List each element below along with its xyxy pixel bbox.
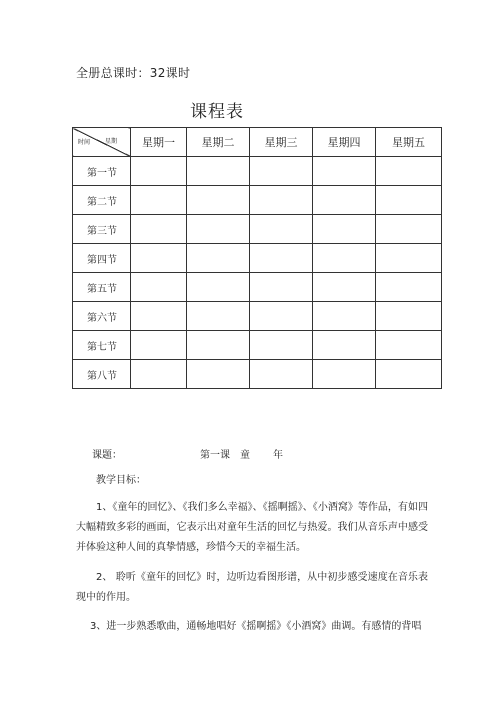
schedule-cell (250, 360, 313, 389)
schedule-cell (376, 360, 442, 389)
schedule-cell (131, 157, 187, 186)
day-header-thursday: 星期四 (313, 128, 376, 157)
table-row (73, 360, 442, 389)
period-label: 第四节 (73, 244, 131, 273)
schedule-cell (250, 331, 313, 360)
table-row (73, 186, 442, 215)
corner-time-label: 时间 (78, 139, 91, 146)
lesson-title-char-1: 童 (240, 450, 250, 461)
schedule-corner-cell (73, 128, 131, 157)
schedule-cell (187, 302, 250, 331)
objective-item-3: 3、进一步熟悉歌曲，通畅地唱好《摇啊摇》《小酒窝》曲调。有感情的背唱 (90, 621, 422, 632)
schedule-cell (187, 244, 250, 273)
objectives-heading: 教学目标： (96, 475, 146, 486)
schedule-cell (131, 215, 187, 244)
schedule-title: 课程表 (190, 102, 244, 122)
table-row (73, 302, 442, 331)
schedule-cell (313, 186, 376, 215)
schedule-cell (187, 215, 250, 244)
schedule-cell (187, 360, 250, 389)
schedule-cell (313, 157, 376, 186)
schedule-cell (313, 302, 376, 331)
day-header-monday: 星期一 (131, 128, 187, 157)
schedule-cell (376, 244, 442, 273)
schedule-cell (313, 331, 376, 360)
schedule-cell (131, 302, 187, 331)
schedule-cell (131, 244, 187, 273)
schedule-cell (250, 302, 313, 331)
schedule-cell (250, 215, 313, 244)
schedule-cell (131, 331, 187, 360)
table-row (73, 215, 442, 244)
schedule-cell (187, 331, 250, 360)
schedule-cell (313, 244, 376, 273)
schedule-cell (376, 331, 442, 360)
schedule-cell (131, 186, 187, 215)
schedule-cell (250, 186, 313, 215)
period-label: 第一节 (73, 157, 131, 186)
objective-item-2: 2、 聆听《童年的回忆》时，边听边看图形谱，从中初步感受速度在音乐表现中的作用。 (76, 572, 428, 603)
table-row (73, 244, 442, 273)
schedule-cell (376, 215, 442, 244)
schedule-header-row (73, 128, 442, 157)
period-label: 第三节 (73, 215, 131, 244)
objective-item-1: 1、《童年的回忆》、《我们多么幸福》、《摇啊摇》、《小酒窝》等作品，有如四大幅精致多彩的画面，它表示出对童年生活的回忆与热爱。我们从音乐声中感受并体验这种人间的真挚情感，珍惜今天的幸福生活。 (76, 502, 428, 553)
period-label: 第六节 (73, 302, 131, 331)
schedule-table (72, 127, 442, 389)
period-label: 第五节 (73, 273, 131, 302)
schedule-cell (187, 273, 250, 302)
schedule-cell (250, 244, 313, 273)
day-header-wednesday: 星期三 (250, 128, 313, 157)
schedule-cell (376, 186, 442, 215)
table-row (73, 273, 442, 302)
schedule-cell (376, 302, 442, 331)
schedule-cell (250, 273, 313, 302)
schedule-cell (250, 157, 313, 186)
table-row (73, 331, 442, 360)
schedule-cell (376, 273, 442, 302)
period-label: 第二节 (73, 186, 131, 215)
schedule-cell (313, 360, 376, 389)
total-hours-line: 全册总课时：32课时 (76, 66, 191, 80)
lesson-number: 第一课 (200, 450, 230, 461)
period-label: 第七节 (73, 331, 131, 360)
schedule-cell (376, 157, 442, 186)
schedule-cell (131, 360, 187, 389)
lesson-label: 课题： (92, 450, 122, 461)
schedule-cell (187, 157, 250, 186)
schedule-cell (313, 273, 376, 302)
day-header-friday: 星期五 (376, 128, 442, 157)
schedule-cell (313, 215, 376, 244)
period-label: 第八节 (73, 360, 131, 389)
corner-weekday-label: 星期 (105, 138, 118, 145)
lesson-title-char-2: 年 (273, 450, 283, 461)
day-header-tuesday: 星期二 (187, 128, 250, 157)
schedule-cell (187, 186, 250, 215)
table-row (73, 157, 442, 186)
schedule-cell (131, 273, 187, 302)
